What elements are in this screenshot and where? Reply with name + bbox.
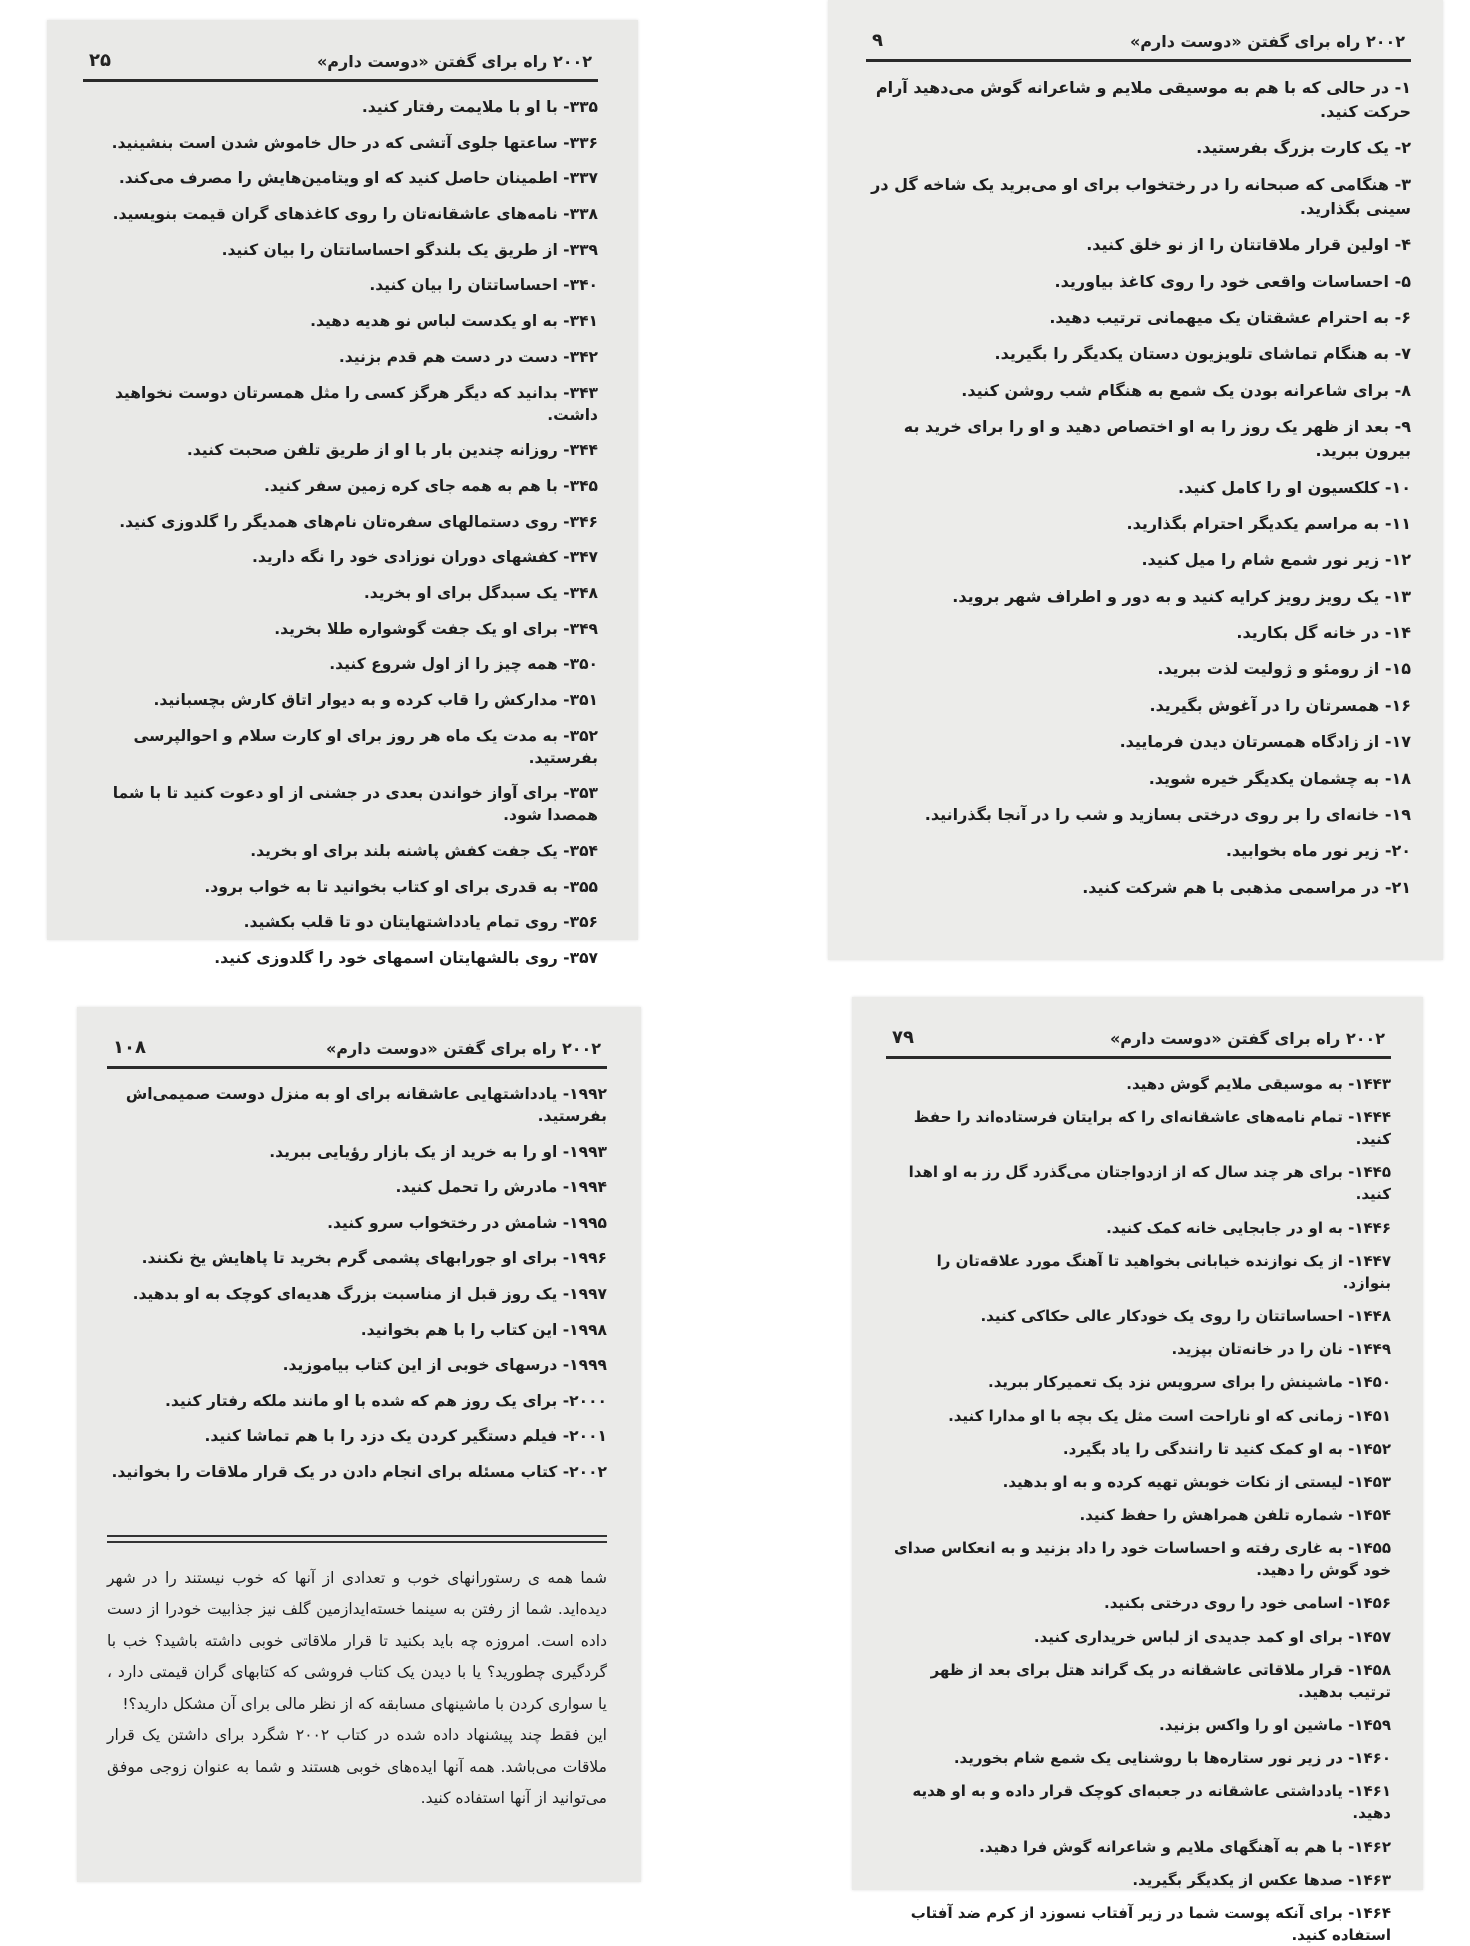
tip-item: ۳۵۷- روی بالشهایتان اسمهای خود را گلدوزی کنید. bbox=[214, 949, 598, 968]
tip-item: ۳۴۱- به او یکدست لباس نو هدیه دهید. bbox=[310, 312, 598, 331]
tip-item: ۱۹۹۹- درسهای خوبی از این کتاب بیاموزید. bbox=[282, 1356, 607, 1375]
book-title: ۲۰۰۲ راه برای گفتن «دوست دارم» bbox=[316, 52, 592, 71]
tip-item: ۱۴۶۴- برای آنکه پوست شما در زیر آفتاب نسوزد از کرم ضد آفتاب استفاده کنید. bbox=[910, 1903, 1391, 1944]
tip-item: ۱۴۴۹- نان را در خانه‌تان بپزید. bbox=[1171, 1340, 1391, 1359]
back-cover-paragraph: شما همه ی رستورانهای خوب و تعدادی از آنها که خوب نیستند را در شهر دیده‌اید. شما از رفتن به سینما خسته‌ایدازمین گلف نیز جذابیت خودرا از دست داده است. امروزه چه باید بکنید تا قرار ملاقاتی خوبی داشته باشید؟ خب با گردگیری چطورید؟ یا با دیدن یک کتاب فروشی که کتابهای گران قیمتی دارد ، یا سواری کردن با ماشینهای مسابقه که از نظر مالی برای آن مشکل دارید؟! bbox=[107, 1568, 607, 1713]
tip-item: ۱۹۹۸- این کتاب را با هم بخوانید. bbox=[360, 1320, 607, 1339]
tip-item: ۲۰۰۰- برای یک روز هم که شده با او مانند ملکه رفتار کنید. bbox=[165, 1391, 607, 1410]
tip-item: ۳۴۵- با هم به همه جای کره زمین سفر کنید. bbox=[263, 476, 598, 495]
tip-item: ۳۴۰- احساساتتان را بیان کنید. bbox=[369, 276, 598, 295]
tip-item: ۱۴۵۷- برای او کمد جدیدی از لباس خریداری کنید. bbox=[1033, 1627, 1391, 1646]
tip-item: ۱۴۶۱- یادداشتی عاشقانه در جعبه‌ای کوچک قرار داده و به او هدیه دهید. bbox=[912, 1782, 1391, 1823]
book-page-108 bbox=[77, 1007, 641, 1882]
tip-item: ۱۴۴۷- از یک نوازنده خیابانی بخواهید تا آهنگ مورد علاقه‌تان را بنوازد. bbox=[936, 1251, 1391, 1292]
tip-item: ۱۴۵۹- ماشین او را واکس بزنید. bbox=[1159, 1716, 1391, 1734]
tip-item: ۱۴۴۶- به او در جابجایی خانه کمک کنید. bbox=[1106, 1218, 1391, 1237]
page-header bbox=[83, 50, 598, 82]
tip-item: ۳۵۲- به مدت یک ماه هر روز برای او کارت سلام و احوالپرسی بفرستید. bbox=[133, 726, 598, 767]
tip-item: ۱۴۵۵- به غاری رفته و احساسات خود را داد بزنید و به انعکاس صدای خود گوش را دهید. bbox=[893, 1539, 1391, 1580]
page-header bbox=[107, 1037, 607, 1069]
tip-item: ۱۹- خانه‌ای را بر روی درختی بسازید و شب را در آنجا بگذرانید. bbox=[924, 805, 1411, 825]
tip-list bbox=[866, 76, 1411, 900]
tip-item: ۳۵۶- روی تمام یادداشتهایتان دو تا قلب بکشید. bbox=[243, 913, 598, 932]
tip-item: ۲۰۰۲- کتاب مسئله برای انجام دادن در یک قرار ملاقات را بخوانید. bbox=[111, 1462, 607, 1481]
tip-item: ۱۴۵۸- قرار ملاقاتی عاشقانه در یک گراند هتل برای بعد از ظهر ترتیب بدهید. bbox=[930, 1660, 1391, 1701]
tip-item: ۳۴۲- دست در دست هم قدم بزنید. bbox=[338, 347, 598, 366]
tip-item: ۱۴۶۲- با هم به آهنگهای ملایم و شاعرانه گوش فرا دهید. bbox=[979, 1837, 1391, 1856]
tip-item: ۱۴۴۵- برای هر چند سال که از ازدواجتان می‌گذرد گل رز به او اهدا کنید. bbox=[908, 1163, 1391, 1204]
book-title: ۲۰۰۲ راه برای گفتن «دوست دارم» bbox=[1129, 32, 1405, 51]
tip-item: ۳- هنگامی که صبحانه را در رختخواب برای او می‌برید یک شاخه گل در سینی بگذارید. bbox=[871, 174, 1411, 218]
tip-item: ۹- بعد از ظهر یک روز را به او اختصاص دهید و او را برای خرید به بیرون ببرید. bbox=[903, 417, 1411, 461]
tip-list bbox=[83, 96, 598, 969]
tip-item: ۱۶- همسرتان را در آغوش بگیرید. bbox=[1149, 695, 1411, 715]
tip-item: ۲۰۰۱- فیلم دستگیر کردن یک دزد را با هم تماشا کنید. bbox=[204, 1427, 607, 1446]
section-divider bbox=[107, 1535, 607, 1543]
tip-item: ۱۴۴۸- احساساتتان را روی یک خودکار عالی حکاکی کنید. bbox=[980, 1306, 1391, 1325]
tip-item: ۱۸- به چشمان یکدیگر خیره شوید. bbox=[1148, 768, 1411, 788]
tip-item: ۳۴۸- یک سبدگل برای او بخرید. bbox=[363, 583, 598, 602]
tip-item: ۱۹۹۷- یک روز قبل از مناسبت بزرگ هدیه‌ای کوچک به او بدهید. bbox=[132, 1284, 607, 1303]
tip-item: ۳۳۹- از طریق یک بلندگو احساساتتان را بیان کنید. bbox=[221, 240, 598, 259]
tip-item: ۱۷- از زادگاه همسرتان دیدن فرمایید. bbox=[1119, 732, 1411, 752]
tip-item: ۱۰- کلکسیون او را کامل کنید. bbox=[1178, 477, 1411, 497]
page-number: ۲۵ bbox=[89, 50, 111, 71]
book-page-25 bbox=[47, 20, 638, 968]
tip-item: ۱۴۵۶- اسامی خود را روی درختی بکنید. bbox=[1104, 1594, 1391, 1613]
tip-item: ۳۵۱- مدارکش را قاب کرده و به دیوار اتاق کارش بچسبانید. bbox=[153, 691, 598, 709]
book-page-9 bbox=[828, 0, 1443, 960]
tip-item: ۳۵۰- همه چیز را از اول شروع کنید. bbox=[329, 655, 598, 674]
tip-item: ۱۴- در خانه گل بکارید. bbox=[1236, 623, 1411, 643]
page-header bbox=[866, 30, 1411, 62]
tip-item: ۲۰- زیر نور ماه بخوابید. bbox=[1225, 841, 1411, 861]
tip-item: ۳۳۶- ساعتها جلوی آتشی که در حال خاموش شدن است بنشینید. bbox=[111, 133, 598, 152]
page-number: ۷۹ bbox=[892, 1027, 914, 1048]
tip-list bbox=[107, 1083, 607, 1483]
tip-item: ۱۱- به مراسم یکدیگر احترام بگذارید. bbox=[1126, 513, 1411, 533]
tip-item: ۳۳۸- نامه‌های عاشقانه‌تان را روی کاغذهای گران قیمت بنویسید. bbox=[112, 205, 598, 224]
tip-item: ۱۴۵۲- به او کمک کنید تا رانندگی را یاد بگیرد. bbox=[1062, 1439, 1391, 1458]
tip-item: ۱۹۹۵- شامش در رختخواب سرو کنید. bbox=[327, 1213, 607, 1232]
book-title: ۲۰۰۲ راه برای گفتن «دوست دارم» bbox=[325, 1039, 601, 1058]
book-title: ۲۰۰۲ راه برای گفتن «دوست دارم» bbox=[1109, 1029, 1385, 1048]
tip-item: ۶- به احترام عشقتان یک میهمانی ترتیب دهید. bbox=[1049, 307, 1411, 327]
page-number: ۹ bbox=[872, 30, 883, 51]
tip-item: ۳۴۴- روزانه چندین بار با او از طریق تلفن صحبت کنید. bbox=[186, 441, 598, 460]
tip-item: ۳۵۴- یک جفت کفش پاشنه بلند برای او بخرید. bbox=[250, 842, 598, 861]
tip-item: ۱۴۵۰- ماشینش را برای سرویس نزد یک تعمیرکار ببرید. bbox=[988, 1373, 1391, 1392]
tip-item: ۱۹۹۲- یادداشتهایی عاشقانه برای او به منزل دوست صمیمی‌اش بفرستید. bbox=[125, 1085, 607, 1125]
tip-item: ۱- در حالی که با هم به موسیقی ملایم و شاعرانه گوش می‌دهید آرام حرکت کنید. bbox=[875, 78, 1411, 121]
tip-item: ۱۴۵۴- شماره تلفن همراهش را حفظ کنید. bbox=[1079, 1506, 1391, 1525]
tip-item: ۱۹۹۳- او را به خرید از یک بازار رؤیایی ببرید. bbox=[269, 1142, 607, 1161]
tip-item: ۳۳۵- با او با ملایمت رفتار کنید. bbox=[361, 98, 598, 116]
tip-item: ۱۹۹۶- برای او جورابهای پشمی گرم بخرید تا پاهایش یخ نکنند. bbox=[141, 1249, 607, 1268]
tip-item: ۱۴۴۳- به موسیقی ملایم گوش دهید. bbox=[1126, 1075, 1391, 1093]
tip-item: ۱۴۵۱- زمانی که او ناراحت است مثل یک بچه با او مدارا کنید. bbox=[948, 1406, 1391, 1425]
tip-item: ۱۹۹۴- مادرش را تحمل کنید. bbox=[395, 1178, 607, 1197]
tip-item: ۳۴۶- روی دستمالهای سفره‌تان نام‌های همدیگر را گلدوزی کنید. bbox=[119, 512, 598, 531]
tip-item: ۳۴۳- بدانید که دیگر هرگز کسی را مثل همسرتان دوست نخواهید داشت. bbox=[114, 383, 598, 424]
tip-item: ۲- یک کارت بزرگ بفرستید. bbox=[1196, 138, 1411, 158]
tip-item: ۸- برای شاعرانه بودن یک شمع به هنگام شب روشن کنید. bbox=[961, 380, 1411, 400]
tip-item: ۲۱- در مراسمی مذهبی با هم شرکت کنید. bbox=[1082, 877, 1411, 897]
tip-item: ۳۴۹- برای او یک جفت گوشواره طلا بخرید. bbox=[274, 619, 598, 638]
page-number: ۱۰۸ bbox=[113, 1037, 146, 1058]
tip-item: ۳۴۷- کفشهای دوران نوزادی خود را نگه دارید. bbox=[252, 548, 598, 567]
tip-item: ۴- اولین قرار ملاقاتتان را از نو خلق کنید. bbox=[1086, 235, 1411, 255]
tip-item: ۱۳- یک رویز رویز کرایه کنید و به دور و اطراف شهر بروید. bbox=[952, 586, 1411, 606]
page-header bbox=[886, 1027, 1391, 1059]
tip-item: ۱۴۵۳- لیستی از نکات خوبش تهیه کرده و به او بدهید. bbox=[1002, 1472, 1391, 1491]
book-page-79 bbox=[852, 997, 1423, 1944]
tip-item: ۷- به هنگام تماشای تلویزیون دستان یکدیگر را بگیرید. bbox=[994, 344, 1411, 364]
tip-item: ۱۴۶۳- صدها عکس از یکدیگر بگیرید. bbox=[1132, 1870, 1391, 1889]
tip-item: ۱۵- از رومئو و ژولیت لذت ببرید. bbox=[1157, 659, 1411, 679]
tip-item: ۱۲- زیر نور شمع شام را میل کنید. bbox=[1141, 550, 1411, 570]
tip-list bbox=[886, 1073, 1391, 1946]
back-cover-paragraph: این فقط چند پیشنهاد داده شده در کتاب ۲۰۰۲ شگرد برای داشتن یک قرار ملاقات می‌باشد. همه آنها ایده‌های خوبی هستند و شما به عنوان زوجی موفق می‌توانید از آنها استفاده کنید. bbox=[107, 1726, 607, 1808]
tip-item: ۳۳۷- اطمینان حاصل کنید که او ویتامین‌هایش را مصرف می‌کند. bbox=[118, 169, 598, 188]
tip-item: ۱۴۴۴- تمام نامه‌های عاشقانه‌ای را که برایتان فرستاده‌اند را حفظ کنید. bbox=[913, 1108, 1391, 1149]
tip-item: ۳۵۵- به قدری برای او کتاب بخوانید تا به خواب برود. bbox=[204, 877, 598, 896]
tip-item: ۱۴۶۰- در زیر نور ستاره‌ها با روشنایی یک شمع شام بخورید. bbox=[953, 1749, 1391, 1768]
tip-item: ۵- احساسات واقعی خود را روی کاغذ بیاورید. bbox=[1054, 271, 1411, 291]
tip-item: ۳۵۳- برای آواز خواندن بعدی در جشنی از او دعوت کنید تا با شما همصدا شود. bbox=[112, 784, 598, 825]
